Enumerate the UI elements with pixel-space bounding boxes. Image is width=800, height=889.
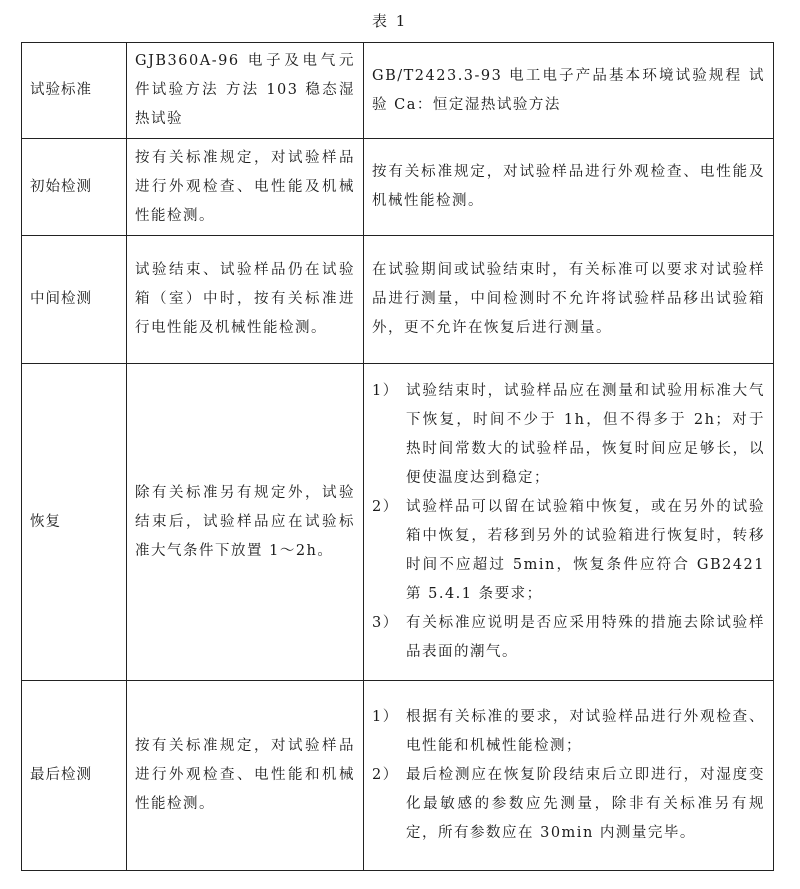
list-item [372,609,765,667]
list-number: 3） [372,615,399,631]
gbt-cell [364,364,774,681]
list-item [372,493,765,609]
row-label: 中间检测 [22,236,127,364]
list-text: 根据有关标准的要求，对试验样品进行外观检查、电性能和机械性能检测； [406,709,765,754]
row-label: 试验标准 [22,43,127,139]
gjb-cell: 除有关标准另有规定外，试验结束后，试验样品应在试验标准大气条件下放置 1～2h。 [127,364,364,681]
table-row-test-standard [22,43,774,139]
list-number: 1） [372,383,399,399]
gbt-cell: 按有关标准规定，对试验样品进行外观检查、电性能及机械性能检测。 [364,139,774,236]
list-text: 最后检测应在恢复阶段结束后立即进行，对湿度变化最敏感的参数应先测量，除非有关标准另有规定，所有参数应在 30min 内测量完毕。 [406,767,765,841]
list-item [372,761,765,848]
list-text: 有关标准应说明是否应采用特殊的措施去除试验样品表面的潮气。 [406,615,765,660]
table-row-final-inspection [22,681,774,871]
table-row-initial-inspection [22,139,774,236]
table-caption: 表 1 [372,12,408,30]
gbt-cell [364,681,774,871]
gjb-cell: GJB360A-96 电子及电气元件试验方法 方法 103 稳态湿热试验 [127,43,364,139]
list-number: 2） [372,499,399,515]
gbt-numbered-list [372,703,765,848]
list-number: 2） [372,767,399,783]
gbt-numbered-list [372,377,765,667]
row-label: 初始检测 [22,139,127,236]
gjb-cell: 按有关标准规定，对试验样品进行外观检查、电性能及机械性能检测。 [127,139,364,236]
list-item [372,703,765,761]
list-number: 1） [372,709,399,725]
gjb-cell: 试验结束、试验样品仍在试验箱（室）中时，按有关标准进行电性能及机械性能检测。 [127,236,364,364]
gbt-cell: 在试验期间或试验结束时，有关标准可以要求对试验样品进行测量，中间检测时不允许将试验样品移出试验箱外，更不允许在恢复后进行测量。 [364,236,774,364]
list-text: 试验样品可以留在试验箱中恢复，或在另外的试验箱中恢复，若移到另外的试验箱进行恢复时，转移时间不应超过 5min，恢复条件应符合 GB2421 第 5.4.1 条要求； [406,499,765,602]
row-label: 最后检测 [22,681,127,871]
row-label: 恢复 [22,364,127,681]
list-item [372,377,765,493]
list-text: 试验结束时，试验样品应在测量和试验用标准大气下恢复，时间不少于 1h，但不得多于 2h；对于热时间常数大的试验样品，恢复时间应足够长，以便使温度达到稳定； [406,383,765,486]
gjb-cell: 按有关标准规定，对试验样品进行外观检查、电性能和机械性能检测。 [127,681,364,871]
table-row-intermediate-inspection [22,236,774,364]
comparison-table [21,42,774,871]
table-row-recovery [22,364,774,681]
gbt-cell: GB/T2423.3-93 电工电子产品基本环境试验规程 试验 Ca：恒定湿热试验方法 [364,43,774,139]
